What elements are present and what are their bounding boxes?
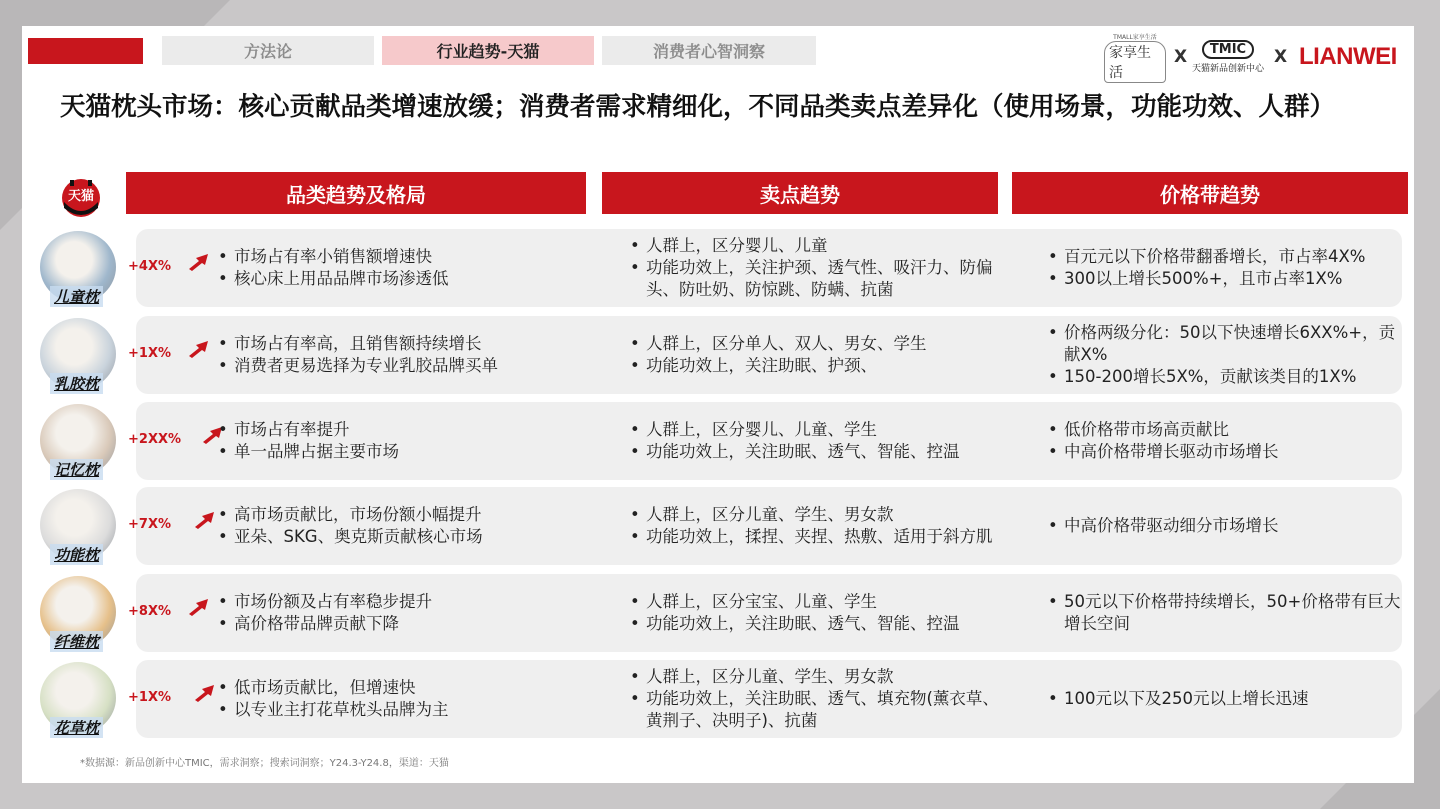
bullet-dot: • [1048, 689, 1058, 708]
bullet-dot: • [630, 527, 640, 546]
bullet-dot: • [218, 356, 228, 375]
bullet-item [1044, 441, 1406, 463]
growth-rate: +1X% [128, 690, 171, 705]
growth-rate: +4X% [128, 259, 171, 274]
bullet-dot: • [630, 236, 640, 255]
table-row [36, 660, 1402, 738]
bullet-dot: • [218, 700, 228, 719]
bullet-text: 中高价格带增长驱动市场增长 [1064, 442, 1279, 461]
bullet-dot: • [218, 527, 228, 546]
bullet-item [214, 419, 594, 441]
bullet-item [626, 441, 1008, 463]
bullet-dot: • [630, 614, 640, 633]
price-band-cell [1044, 574, 1406, 652]
bullet-dot: • [630, 420, 640, 439]
bullet-dot: • [1048, 269, 1058, 288]
bullet-item [214, 677, 594, 699]
tab-methodology[interactable]: 方法论 [162, 36, 374, 65]
bullet-text: 人群上，区分单人、双人、男女、学生 [646, 334, 927, 353]
bullet-dot: • [218, 269, 228, 288]
bullet-item [214, 441, 594, 463]
bullet-text: 50元以下价格带持续增长，50+价格带有巨大增长空间 [1064, 592, 1401, 633]
bullet-dot: • [1048, 367, 1058, 386]
bullet-text: 消费者更易选择为专业乳胶品牌买单 [234, 356, 498, 375]
bullet-item [626, 591, 1008, 613]
bullet-item [626, 355, 1008, 377]
bullet-dot: • [630, 689, 640, 708]
tmall-logo-icon [58, 174, 104, 218]
bullet-text: 高价格带品牌贡献下降 [234, 614, 399, 633]
bullet-dot: • [1048, 420, 1058, 439]
brand-logo-tmic-main: TMIC [1202, 40, 1254, 59]
brand-separator: X [1174, 47, 1188, 67]
bullet-item [626, 688, 1008, 732]
bullet-text: 人群上，区分宝宝、儿童、学生 [646, 592, 877, 611]
selling-point-cell [626, 487, 1008, 565]
bullet-item [214, 355, 594, 377]
bullet-dot: • [218, 614, 228, 633]
bullet-dot: • [218, 247, 228, 266]
tab-consumer-insight[interactable]: 消费者心智洞察 [602, 36, 816, 65]
trend-up-arrow-icon [188, 253, 210, 271]
bullet-text: 市场占有率提升 [234, 420, 350, 439]
bullet-item [214, 333, 594, 355]
category-trend-cell [214, 402, 594, 480]
bullet-text: 功能功效上，关注助眠、透气、智能、控温 [646, 614, 960, 633]
trend-up-arrow-icon [194, 684, 216, 702]
brand-logo-tmic [1186, 32, 1270, 82]
bullet-dot: • [630, 667, 640, 686]
brand-logo-jiaxiang-en: TMALL家享生活 [1113, 33, 1157, 41]
trend-up-arrow-icon [188, 340, 210, 358]
bullet-item [626, 666, 1008, 688]
bullet-text: 功能功效上，关注助眠、透气、智能、控温 [646, 442, 960, 461]
page-title: 天猫枕头市场：核心贡献品类增速放缓；消费者需求精细化，不同品类卖点差异化（使用场景，功能功效、人群） [60, 92, 1336, 122]
brand-logo-jiaxiang-cn: 家享生活 [1104, 41, 1166, 83]
bullet-item [626, 613, 1008, 635]
bullet-text: 百元元以下价格带翻番增长，市占率4X% [1064, 247, 1366, 266]
category-trend-cell [214, 487, 594, 565]
bullet-dot: • [218, 334, 228, 353]
bullet-text: 高市场贡献比，市场份额小幅提升 [234, 505, 482, 524]
bullet-text: 100元以下及250元以上增长迅速 [1064, 689, 1309, 708]
bullet-text: 人群上，区分儿童、学生、男女款 [646, 667, 894, 686]
bullet-text: 功能功效上，关注助眠、护颈、 [646, 356, 877, 375]
bullet-item [214, 613, 594, 635]
bullet-item [214, 268, 594, 290]
bullet-item [626, 333, 1008, 355]
bullet-item [214, 504, 594, 526]
bullet-dot: • [630, 356, 640, 375]
header-red-bar [28, 38, 143, 64]
table-row [36, 229, 1402, 307]
slide [22, 26, 1414, 783]
bullet-text: 市场占有率小销售额增速快 [234, 247, 432, 266]
bullet-text: 人群上，区分儿童、学生、男女款 [646, 505, 894, 524]
bullet-text: 低价格带市场高贡献比 [1064, 420, 1229, 439]
bullet-item [1044, 591, 1406, 635]
category-label: 纤维枕 [50, 631, 103, 652]
selling-point-cell [626, 316, 1008, 394]
bullet-text: 亚朵、SKG、奥克斯贡献核心市场 [234, 527, 483, 546]
bullet-item [1044, 366, 1406, 388]
trend-up-arrow-icon [194, 511, 216, 529]
selling-point-cell [626, 229, 1008, 307]
bullet-item [1044, 688, 1406, 710]
bullet-text: 150-200增长5X%，贡献该类目的1X% [1064, 367, 1357, 386]
bullet-text: 人群上，区分婴儿、儿童、学生 [646, 420, 877, 439]
bullet-dot: • [630, 334, 640, 353]
column-header-selling-point: 卖点趋势 [602, 172, 998, 214]
bullet-item [1044, 268, 1406, 290]
bullet-item [214, 246, 594, 268]
bullet-item [1044, 246, 1406, 268]
brand-logo-jiaxiang [1104, 32, 1166, 82]
column-header-price-band: 价格带趋势 [1012, 172, 1408, 214]
brand-separator: X [1274, 47, 1288, 67]
bullet-item [1044, 419, 1406, 441]
bullet-text: 市场占有率高，且销售额持续增长 [234, 334, 482, 353]
bullet-dot: • [1048, 247, 1058, 266]
bullet-item [626, 257, 1008, 301]
bullet-dot: • [630, 258, 640, 277]
table-row [36, 402, 1402, 480]
bullet-text: 功能功效上，关注助眠、透气、填充物(薰衣草、黄荆子、决明子)、抗菌 [646, 689, 999, 730]
growth-rate: +2XX% [128, 432, 182, 447]
bullet-text: 低市场贡献比，但增速快 [234, 678, 416, 697]
bullet-text: 核心床上用品品牌市场渗透低 [234, 269, 449, 288]
bullet-dot: • [1048, 516, 1058, 535]
category-label: 功能枕 [50, 544, 103, 565]
bullet-text: 功能功效上，揉捏、夹捏、热敷、适用于斜方肌 [646, 527, 993, 546]
category-label: 记忆枕 [50, 459, 103, 480]
bullet-item [1044, 322, 1406, 366]
bullet-dot: • [218, 678, 228, 697]
selling-point-cell [626, 660, 1008, 738]
price-band-cell [1044, 316, 1406, 394]
bullet-text: 功能功效上，关注护颈、透气性、吸汗力、防偏头、防吐奶、防惊跳、防螨、抗菌 [646, 258, 993, 299]
table-row [36, 316, 1402, 394]
bullet-dot: • [630, 505, 640, 524]
price-band-cell [1044, 487, 1406, 565]
table-row [36, 487, 1402, 565]
price-band-cell [1044, 229, 1406, 307]
bullet-text: 中高价格带驱动细分市场增长 [1064, 516, 1279, 535]
growth-rate: +7X% [128, 517, 171, 532]
bullet-item [626, 504, 1008, 526]
tab-industry-trend[interactable]: 行业趋势-天猫 [382, 36, 594, 65]
selling-point-cell [626, 574, 1008, 652]
footnote: *数据源：新品创新中心TMIC，需求洞察；搜索词洞察；Y24.3-Y24.8，渠道：天猫 [80, 758, 449, 769]
bullet-text: 价格两级分化：50以下快速增长6XX%+，贡献X% [1064, 323, 1396, 364]
bullet-text: 单一品牌占据主要市场 [234, 442, 399, 461]
category-label: 花草枕 [50, 717, 103, 738]
bullet-item [214, 591, 594, 613]
bullet-item [1044, 515, 1406, 537]
bullet-item [214, 699, 594, 721]
bullet-dot: • [1048, 442, 1058, 461]
bullet-dot: • [1048, 323, 1058, 342]
category-label: 乳胶枕 [50, 373, 103, 394]
bullet-dot: • [218, 592, 228, 611]
category-trend-cell [214, 660, 594, 738]
bullet-item [214, 526, 594, 548]
bullet-text: 以专业主打花草枕头品牌为主 [234, 700, 449, 719]
bullet-dot: • [1048, 592, 1058, 611]
category-trend-cell [214, 574, 594, 652]
bullet-item [626, 526, 1008, 548]
brand-logo-lianwei: LIANWEI [1299, 43, 1397, 70]
category-trend-cell [214, 229, 594, 307]
table-row [36, 574, 1402, 652]
column-header-category-trend: 品类趋势及格局 [126, 172, 586, 214]
bullet-dot: • [630, 442, 640, 461]
bullet-item [626, 419, 1008, 441]
tmall-logo-text: 天猫 [67, 189, 95, 204]
brand-logo-tmic-sub: 天猫新品创新中心 [1191, 64, 1264, 74]
selling-point-cell [626, 402, 1008, 480]
growth-rate: +8X% [128, 604, 171, 619]
bullet-item [626, 235, 1008, 257]
bullet-text: 300以上增长500%+，且市占率1X% [1064, 269, 1343, 288]
price-band-cell [1044, 660, 1406, 738]
bullet-dot: • [218, 505, 228, 524]
bullet-text: 人群上，区分婴儿、儿童 [646, 236, 828, 255]
bullet-dot: • [218, 442, 228, 461]
category-label: 儿童枕 [50, 286, 103, 307]
bullet-text: 市场份额及占有率稳步提升 [234, 592, 432, 611]
bullet-dot: • [630, 592, 640, 611]
trend-up-arrow-icon [188, 598, 210, 616]
bullet-dot: • [218, 420, 228, 439]
growth-rate: +1X% [128, 346, 171, 361]
price-band-cell [1044, 402, 1406, 480]
category-trend-cell [214, 316, 594, 394]
